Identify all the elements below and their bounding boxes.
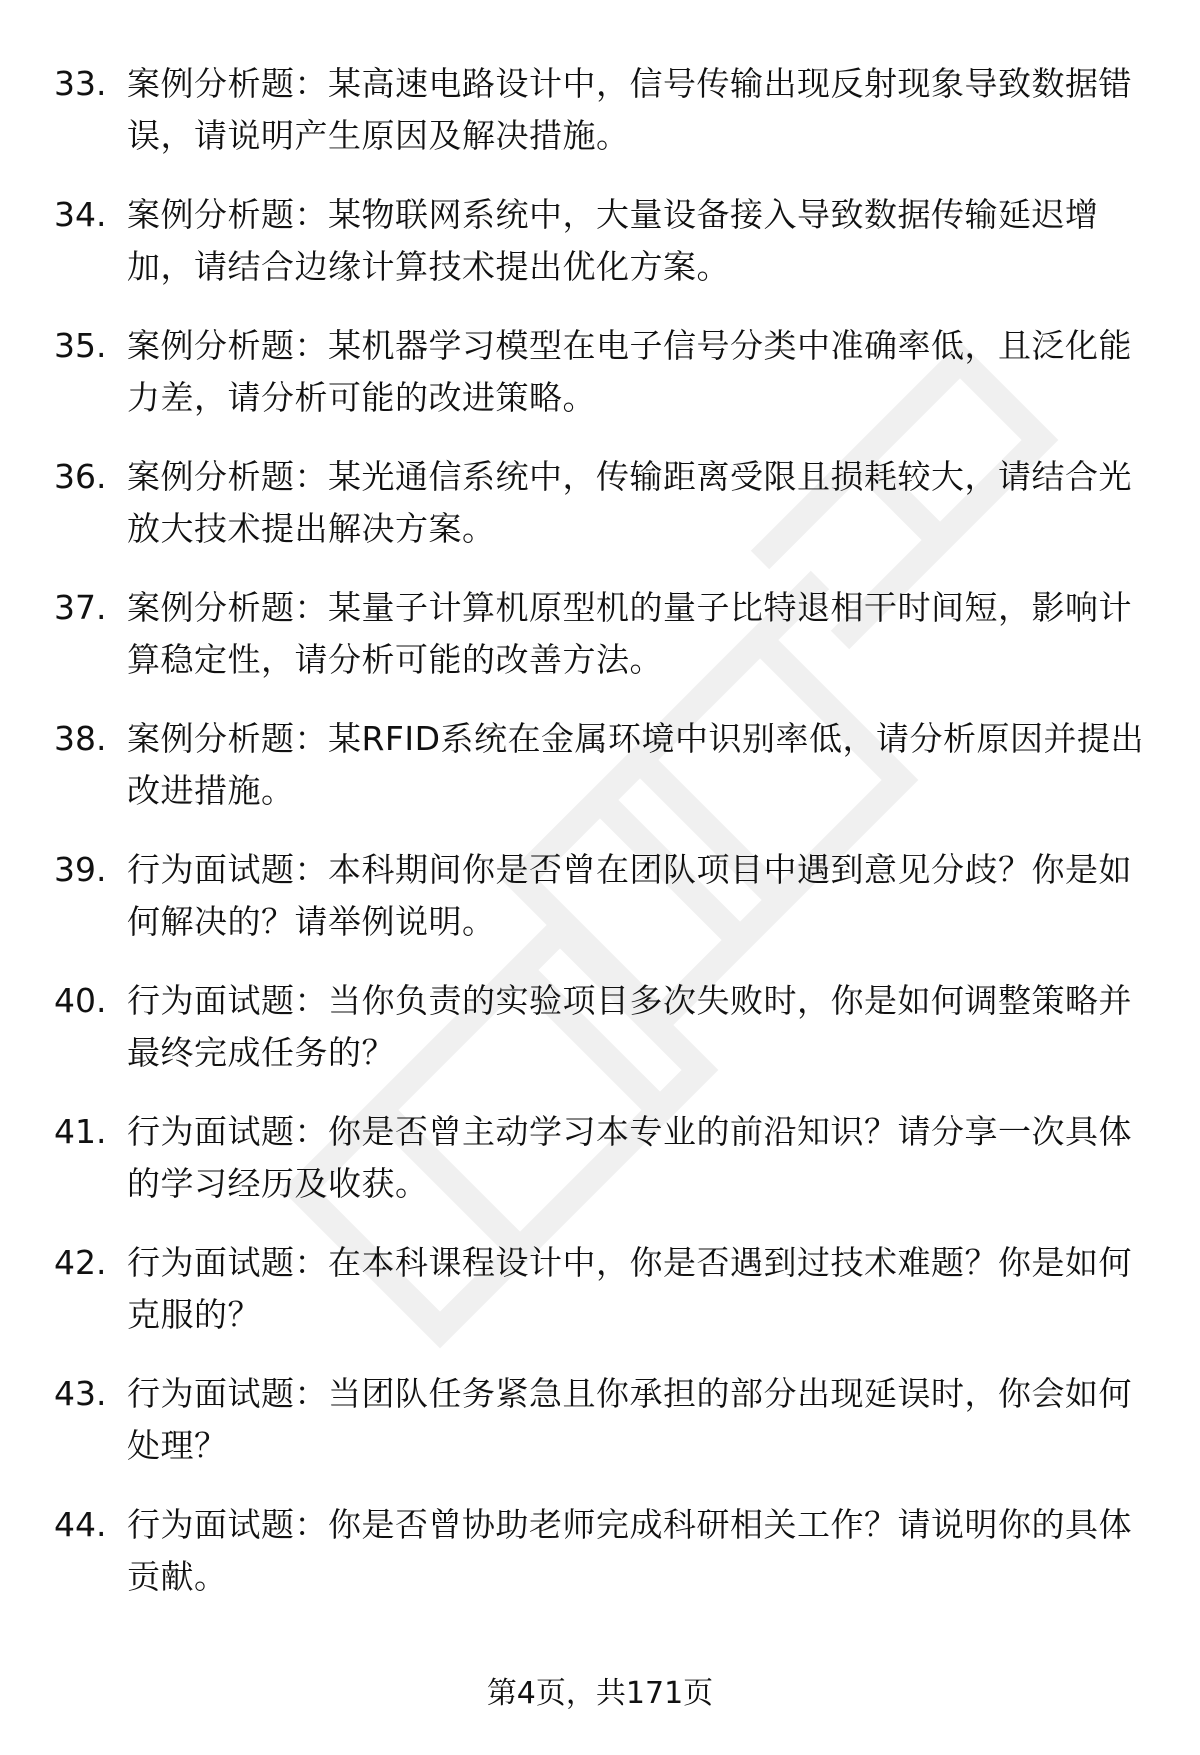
question-item: [0, 320, 1200, 451]
question-number: 38.: [54, 719, 107, 758]
question-item: [0, 582, 1200, 713]
question-text: 行为面试题：在本科课程设计中，你是否遇到过技术难题？你是如何克服的？: [127, 1243, 1132, 1334]
question-item: [0, 713, 1200, 844]
question-text: 案例分析题：某RFID系统在金属环境中识别率低，请分析原因并提出改进措施。: [127, 719, 1145, 810]
question-number: 42.: [54, 1243, 107, 1282]
question-text: 案例分析题：某高速电路设计中，信号传输出现反射现象导致数据错误，请说明产生原因及解决措施。: [127, 64, 1132, 155]
question-list: [0, 58, 1200, 1630]
question-number: 39.: [54, 850, 107, 889]
question-text: 案例分析题：某物联网系统中，大量设备接入导致数据传输延迟增加，请结合边缘计算技术提出优化方案。: [127, 195, 1099, 286]
question-item: [0, 1368, 1200, 1499]
question-item: [0, 1106, 1200, 1237]
question-text: 行为面试题：你是否曾主动学习本专业的前沿知识？请分享一次具体的学习经历及收获。: [127, 1112, 1132, 1203]
question-number: 33.: [54, 64, 107, 103]
question-item: [0, 1499, 1200, 1630]
question-number: 36.: [54, 457, 107, 496]
question-item: [0, 1237, 1200, 1368]
question-number: 37.: [54, 588, 107, 627]
question-item: [0, 975, 1200, 1106]
question-item: [0, 451, 1200, 582]
question-number: 34.: [54, 195, 107, 234]
question-text: 案例分析题：某量子计算机原型机的量子比特退相干时间短，影响计算稳定性，请分析可能的改善方法。: [127, 588, 1132, 679]
question-text: 案例分析题：某机器学习模型在电子信号分类中准确率低，且泛化能力差，请分析可能的改进策略。: [127, 326, 1132, 417]
question-text: 行为面试题：本科期间你是否曾在团队项目中遇到意见分歧？你是如何解决的？请举例说明。: [127, 850, 1132, 941]
question-text: 行为面试题：当团队任务紧急且你承担的部分出现延误时，你会如何处理？: [127, 1374, 1132, 1465]
question-text: 行为面试题：当你负责的实验项目多次失败时，你是如何调整策略并最终完成任务的？: [127, 981, 1132, 1072]
question-number: 43.: [54, 1374, 107, 1413]
question-item: [0, 58, 1200, 189]
question-text: 案例分析题：某光通信系统中，传输距离受限且损耗较大，请结合光放大技术提出解决方案。: [127, 457, 1132, 548]
page-footer: 第4页，共171页: [486, 1676, 714, 1711]
question-number: 41.: [54, 1112, 107, 1151]
question-item: [0, 844, 1200, 975]
question-text: 行为面试题：你是否曾协助老师完成科研相关工作？请说明你的具体贡献。: [127, 1505, 1132, 1596]
question-number: 44.: [54, 1505, 107, 1544]
question-number: 35.: [54, 326, 107, 365]
question-number: 40.: [54, 981, 107, 1020]
question-item: [0, 189, 1200, 320]
